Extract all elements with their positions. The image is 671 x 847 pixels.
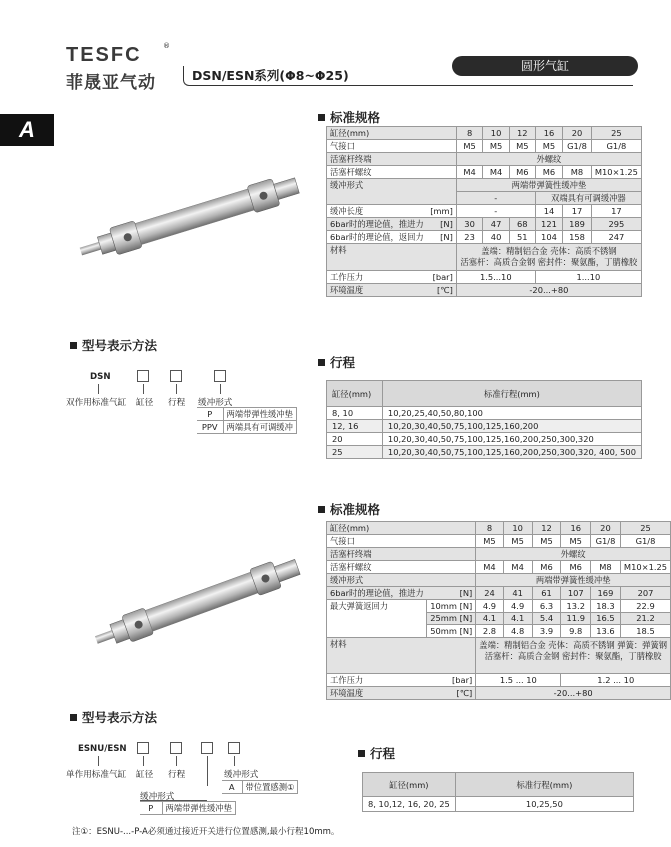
table-row: 活塞杆螺纹 M4 M4 M6 M6 M8 M10×1.25 bbox=[327, 561, 671, 574]
sensor-label: 缓冲形式 bbox=[224, 770, 259, 780]
cushion-label: 缓冲形式 bbox=[198, 398, 233, 408]
esn-cylinder-image bbox=[90, 558, 312, 648]
dsn-cylinder-image bbox=[74, 178, 314, 258]
table-row: A 带位置感测① bbox=[222, 781, 298, 794]
type-label: 双作用标准气缸 bbox=[66, 398, 127, 408]
table-row: - 双端具有可调缓冲器 bbox=[327, 192, 642, 205]
table-row: P 两端带弹性缓冲垫 bbox=[140, 802, 235, 815]
footnote: 注①：ESNU-...-P-A必须通过接近开关进行位置感测,最小行程10mm。 bbox=[72, 827, 340, 837]
bore-label: 缸径 bbox=[136, 398, 154, 408]
table-row: 工作压力 [bar] 1.5...10 1...10 bbox=[327, 271, 642, 284]
table-row: 25mm [N] 4.1 4.1 5.4 11.9 16.5 21.2 bbox=[327, 612, 671, 625]
esn-stroke-heading: 行程 bbox=[358, 744, 395, 762]
table-row: 8, 10,12, 16, 20, 25 10,25,50 bbox=[363, 797, 634, 812]
table-row: 材料 盖端：精制铝合金 壳体：高质不锈钢 弹簧：弹簧钢 活塞杆：高质合金钢 密封件：聚氨酯，丁腈橡胶 bbox=[327, 637, 671, 673]
esn-cushion-options bbox=[140, 801, 236, 815]
esn-spec-heading: 标准规格 bbox=[318, 500, 380, 518]
code-box bbox=[137, 370, 149, 382]
table-row: 6bar时的理论值，推进力 [N] 30 47 68 121 189 295 bbox=[327, 218, 642, 231]
code-box bbox=[214, 370, 226, 382]
esn-sensor-options bbox=[222, 780, 298, 794]
table-row: 25 10,20,30,40,50,75,100,125,160,200,250,300,320, 400, 500 bbox=[327, 446, 642, 459]
dsn-model-heading: 型号表示方法 bbox=[70, 336, 157, 354]
bullet-square-icon bbox=[318, 506, 325, 513]
code-box bbox=[137, 742, 149, 754]
esn-spec-table bbox=[326, 521, 671, 700]
table-row: 环境温度 [℃] -20...+80 bbox=[327, 686, 671, 699]
registered-mark: ® bbox=[163, 42, 170, 50]
dsn-spec-heading: 标准规格 bbox=[318, 108, 380, 126]
stroke-label: 行程 bbox=[168, 770, 186, 780]
table-row: 20 10,20,30,40,50,75,100,125,160,200,250,300,320 bbox=[327, 433, 642, 446]
brand-logo: TESFC bbox=[66, 44, 142, 66]
table-row: PPV 两端具有可调缓冲 bbox=[197, 421, 296, 434]
table-row: 缸径(mm) 标准行程(mm) bbox=[327, 381, 642, 407]
table-row: 缓冲形式 两端带弹簧性缓冲垫 bbox=[327, 179, 642, 192]
series-title: DSN/ESN系列(Φ8~Φ25) bbox=[192, 68, 349, 83]
table-row: 活塞杆终端 外螺纹 bbox=[327, 153, 642, 166]
type-label: 单作用标准气缸 bbox=[66, 770, 127, 780]
code-box bbox=[228, 742, 240, 754]
esn-prefix: ESNU/ESN bbox=[78, 744, 127, 754]
table-row: 工作压力 [bar] 1.5 ... 10 1.2 ... 10 bbox=[327, 673, 671, 686]
table-row: 活塞杆螺纹 M4 M4 M6 M6 M8 M10×1.25 bbox=[327, 166, 642, 179]
bullet-square-icon bbox=[70, 342, 77, 349]
table-row: 材料 盖端：精制铝合金 壳体：高质不锈钢 活塞杆：高质合金钢 密封件：聚氨酯，丁腈橡胶 bbox=[327, 244, 642, 271]
table-row: 缓冲形式 两端带弹簧性缓冲垫 bbox=[327, 574, 671, 587]
cushion-label: 缓冲形式 bbox=[140, 792, 175, 802]
table-row: 6bar时的理论值，推进力 [N] 24 41 61 107 169 207 bbox=[327, 587, 671, 600]
brand-cn: 菲晟亚气动 bbox=[66, 73, 156, 93]
code-box bbox=[170, 370, 182, 382]
table-row: 缸径(mm) 8 10 12 16 20 25 bbox=[327, 522, 671, 535]
table-row: 50mm [N] 2.8 4.8 3.9 9.8 13.6 18.5 bbox=[327, 625, 671, 638]
bullet-square-icon bbox=[318, 359, 325, 366]
table-row: 最大弹簧返回力 10mm [N] 4.9 4.9 6.3 13.2 18.3 22.9 bbox=[327, 600, 671, 613]
code-box bbox=[170, 742, 182, 754]
table-row: 缸径(mm) 8 10 12 16 20 25 bbox=[327, 127, 642, 140]
bullet-square-icon bbox=[358, 750, 365, 757]
bullet-square-icon bbox=[318, 114, 325, 121]
table-row: 缸径(mm) 标准行程(mm) bbox=[363, 773, 634, 797]
table-row: 6bar时的理论值，返回力 [N] 23 40 51 104 158 247 bbox=[327, 231, 642, 244]
dsn-cushion-options bbox=[197, 407, 297, 434]
dsn-stroke-table bbox=[326, 380, 642, 459]
table-row: 8, 10 10,20,25,40,50,80,100 bbox=[327, 407, 642, 420]
table-row: 活塞杆终端 外螺纹 bbox=[327, 548, 671, 561]
bore-label: 缸径 bbox=[136, 770, 154, 780]
code-box bbox=[201, 742, 213, 754]
dsn-prefix: DSN bbox=[90, 372, 111, 382]
table-row: 气接口 M5 M5 M5 M5 G1/8 G1/8 bbox=[327, 140, 642, 153]
side-tab: A bbox=[0, 114, 54, 146]
esn-stroke-table bbox=[362, 772, 634, 812]
dsn-stroke-heading: 行程 bbox=[318, 353, 355, 371]
stroke-label: 行程 bbox=[168, 398, 186, 408]
table-row: 环境温度 [℃] -20...+80 bbox=[327, 284, 642, 297]
esn-model-heading: 型号表示方法 bbox=[70, 708, 157, 726]
dsn-spec-table bbox=[326, 126, 642, 297]
category-pill: 圆形气缸 bbox=[452, 56, 638, 76]
table-row: 缓冲长度 [mm] - 14 17 17 bbox=[327, 205, 642, 218]
table-row: 气接口 M5 M5 M5 M5 G1/8 G1/8 bbox=[327, 535, 671, 548]
bullet-square-icon bbox=[70, 714, 77, 721]
table-row: 12, 16 10,20,30,40,50,75,100,125,160,200 bbox=[327, 420, 642, 433]
table-row: P 两端带弹性缓冲垫 bbox=[197, 408, 296, 421]
